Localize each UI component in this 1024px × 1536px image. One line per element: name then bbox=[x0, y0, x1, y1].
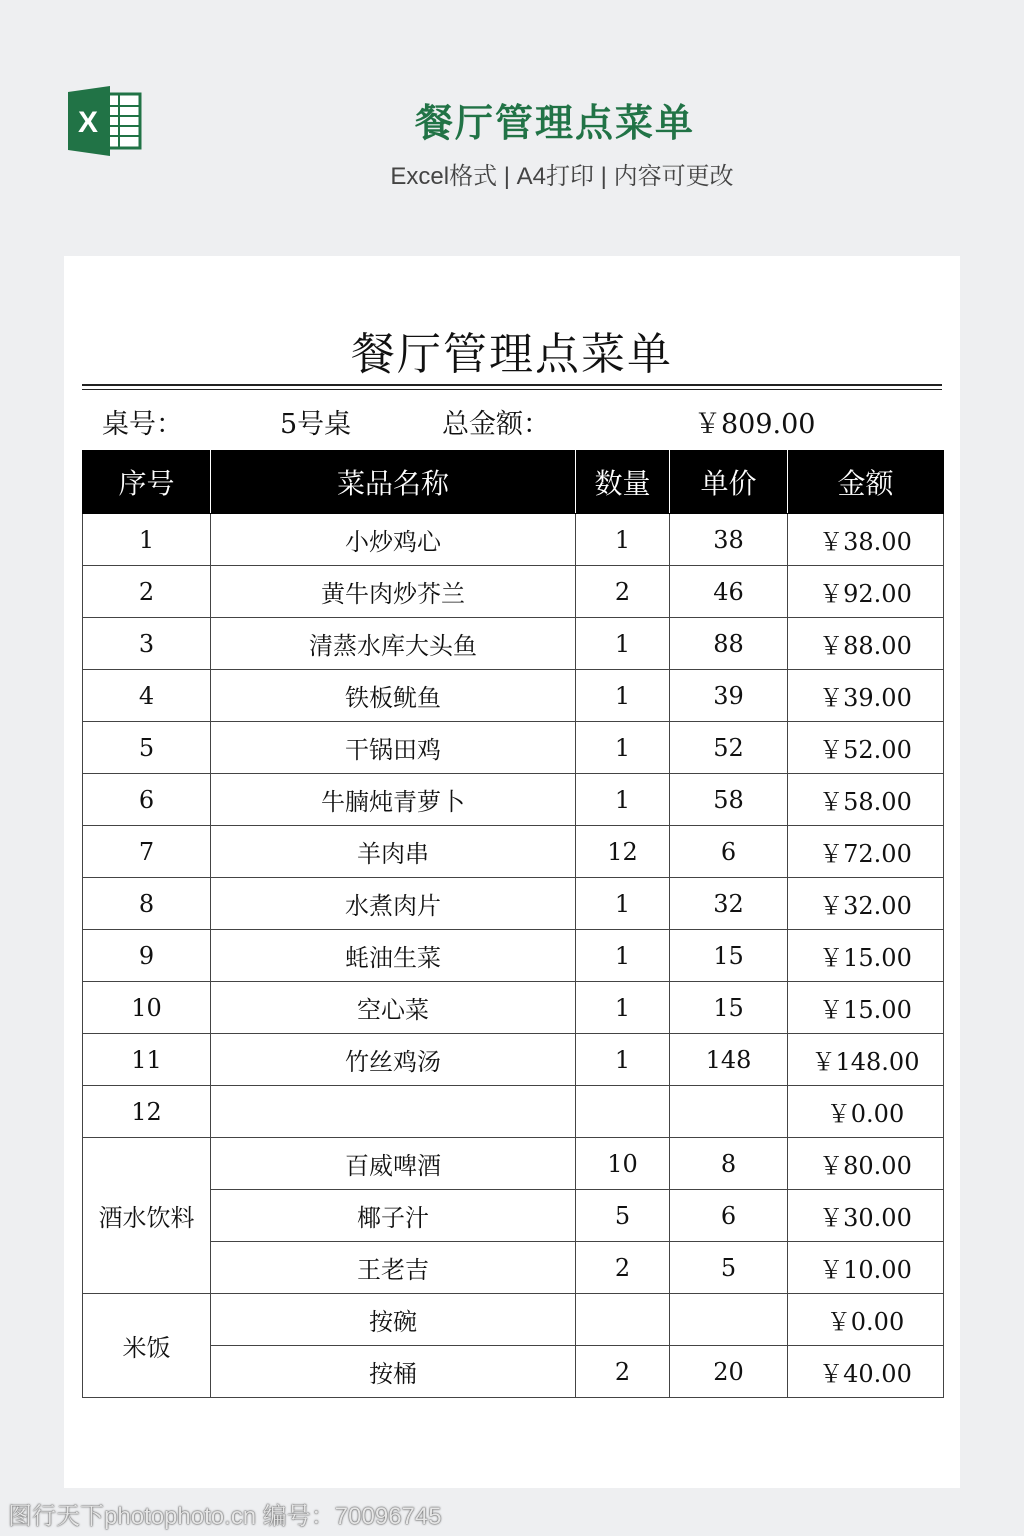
row-unit-price: 15 bbox=[670, 930, 788, 982]
table-row bbox=[83, 1138, 944, 1190]
row-quantity: 1 bbox=[576, 1034, 670, 1086]
table-row bbox=[83, 1242, 944, 1294]
table-row bbox=[83, 826, 944, 878]
row-dish-name: 羊肉串 bbox=[211, 826, 576, 878]
row-quantity: 1 bbox=[576, 774, 670, 826]
table-row bbox=[83, 1190, 944, 1242]
row-amount: ￥0.00 bbox=[788, 1086, 944, 1138]
row-dish-name: 竹丝鸡汤 bbox=[211, 1034, 576, 1086]
row-amount: ￥88.00 bbox=[788, 618, 944, 670]
row-dish-name: 小炒鸡心 bbox=[211, 514, 576, 566]
row-quantity: 5 bbox=[576, 1190, 670, 1242]
row-quantity: 1 bbox=[576, 514, 670, 566]
page-subtitle: Excel格式 | A4打印 | 内容可更改 bbox=[390, 163, 734, 190]
total-amount-label: 总金额： bbox=[442, 409, 550, 440]
row-unit-price: 46 bbox=[670, 566, 788, 618]
row-quantity: 2 bbox=[576, 566, 670, 618]
row-dish-name: 牛腩炖青萝卜 bbox=[211, 774, 576, 826]
row-quantity: 2 bbox=[576, 1242, 670, 1294]
row-quantity bbox=[576, 1086, 670, 1138]
row-quantity bbox=[576, 1294, 670, 1346]
row-index: 4 bbox=[83, 670, 211, 722]
row-unit-price: 8 bbox=[670, 1138, 788, 1190]
group-label-drinks: 酒水饮料 bbox=[83, 1138, 211, 1294]
table-row bbox=[83, 722, 944, 774]
row-unit-price: 6 bbox=[670, 826, 788, 878]
table-row bbox=[83, 1294, 944, 1346]
row-quantity: 1 bbox=[576, 930, 670, 982]
row-dish-name: 王老吉 bbox=[211, 1242, 576, 1294]
row-quantity: 1 bbox=[576, 670, 670, 722]
row-amount: ￥15.00 bbox=[788, 930, 944, 982]
row-index: 1 bbox=[83, 514, 211, 566]
table-row bbox=[83, 566, 944, 618]
row-amount: ￥15.00 bbox=[788, 982, 944, 1034]
header-index: 序号 bbox=[83, 451, 211, 514]
row-dish-name: 水煮肉片 bbox=[211, 878, 576, 930]
row-dish-name: 蚝油生菜 bbox=[211, 930, 576, 982]
row-amount: ￥32.00 bbox=[788, 878, 944, 930]
header-quantity: 数量 bbox=[576, 451, 670, 514]
row-amount: ￥30.00 bbox=[788, 1190, 944, 1242]
row-index: 3 bbox=[83, 618, 211, 670]
row-dish-name: 按碗 bbox=[211, 1294, 576, 1346]
row-unit-price: 39 bbox=[670, 670, 788, 722]
row-amount: ￥92.00 bbox=[788, 566, 944, 618]
row-index: 10 bbox=[83, 982, 211, 1034]
row-unit-price: 20 bbox=[670, 1346, 788, 1398]
header-unit-price: 单价 bbox=[670, 451, 788, 514]
row-unit-price: 38 bbox=[670, 514, 788, 566]
table-row bbox=[83, 1086, 944, 1138]
row-index: 9 bbox=[83, 930, 211, 982]
table-number-value: 5号桌 bbox=[280, 409, 352, 440]
page-title: 餐厅管理点菜单 bbox=[414, 103, 695, 145]
table-row bbox=[83, 774, 944, 826]
row-quantity: 12 bbox=[576, 826, 670, 878]
row-amount: ￥38.00 bbox=[788, 514, 944, 566]
row-amount: ￥52.00 bbox=[788, 722, 944, 774]
row-amount: ￥10.00 bbox=[788, 1242, 944, 1294]
group-label-rice: 米饭 bbox=[83, 1294, 211, 1398]
row-quantity: 2 bbox=[576, 1346, 670, 1398]
row-amount: ￥72.00 bbox=[788, 826, 944, 878]
row-index: 2 bbox=[83, 566, 211, 618]
table-row bbox=[83, 670, 944, 722]
row-dish-name: 黄牛肉炒芥兰 bbox=[211, 566, 576, 618]
row-amount: ￥39.00 bbox=[788, 670, 944, 722]
table-row bbox=[83, 1346, 944, 1398]
row-unit-price: 58 bbox=[670, 774, 788, 826]
row-index: 7 bbox=[83, 826, 211, 878]
row-quantity: 1 bbox=[576, 722, 670, 774]
row-unit-price: 6 bbox=[670, 1190, 788, 1242]
table-row bbox=[83, 514, 944, 566]
watermark-text: 图行天下photophoto.cn 编号：70096745 bbox=[8, 1503, 442, 1530]
row-unit-price bbox=[670, 1086, 788, 1138]
row-index: 5 bbox=[83, 722, 211, 774]
title-rule-thin bbox=[82, 389, 942, 390]
row-quantity: 1 bbox=[576, 878, 670, 930]
table-row bbox=[83, 982, 944, 1034]
table-number-label: 桌号： bbox=[102, 409, 183, 440]
row-dish-name: 椰子汁 bbox=[211, 1190, 576, 1242]
row-unit-price: 52 bbox=[670, 722, 788, 774]
row-amount: ￥0.00 bbox=[788, 1294, 944, 1346]
row-unit-price: 15 bbox=[670, 982, 788, 1034]
row-unit-price: 148 bbox=[670, 1034, 788, 1086]
table-row bbox=[83, 930, 944, 982]
row-quantity: 10 bbox=[576, 1138, 670, 1190]
row-dish-name: 干锅田鸡 bbox=[211, 722, 576, 774]
row-unit-price: 88 bbox=[670, 618, 788, 670]
row-dish-name: 清蒸水库大头鱼 bbox=[211, 618, 576, 670]
total-amount-value: ￥809.00 bbox=[694, 409, 816, 440]
row-index: 12 bbox=[83, 1086, 211, 1138]
row-index: 11 bbox=[83, 1034, 211, 1086]
table-header-row bbox=[83, 451, 944, 514]
row-quantity: 1 bbox=[576, 982, 670, 1034]
row-dish-name: 按桶 bbox=[211, 1346, 576, 1398]
header-amount: 金额 bbox=[788, 451, 944, 514]
order-table bbox=[82, 450, 944, 1398]
row-amount: ￥80.00 bbox=[788, 1138, 944, 1190]
row-dish-name bbox=[211, 1086, 576, 1138]
table-row bbox=[83, 618, 944, 670]
row-amount: ￥148.00 bbox=[788, 1034, 944, 1086]
row-quantity: 1 bbox=[576, 618, 670, 670]
row-unit-price: 5 bbox=[670, 1242, 788, 1294]
excel-logo-letter: X bbox=[77, 106, 99, 139]
header-dish-name: 菜品名称 bbox=[211, 451, 576, 514]
row-unit-price: 32 bbox=[670, 878, 788, 930]
row-dish-name: 铁板鱿鱼 bbox=[211, 670, 576, 722]
row-index: 8 bbox=[83, 878, 211, 930]
table-row bbox=[83, 1034, 944, 1086]
row-dish-name: 空心菜 bbox=[211, 982, 576, 1034]
sheet-title: 餐厅管理点菜单 bbox=[351, 329, 673, 380]
table-row bbox=[83, 878, 944, 930]
row-index: 6 bbox=[83, 774, 211, 826]
title-rule-thick bbox=[82, 384, 942, 386]
row-amount: ￥58.00 bbox=[788, 774, 944, 826]
row-dish-name: 百威啤酒 bbox=[211, 1138, 576, 1190]
row-unit-price bbox=[670, 1294, 788, 1346]
row-amount: ￥40.00 bbox=[788, 1346, 944, 1398]
